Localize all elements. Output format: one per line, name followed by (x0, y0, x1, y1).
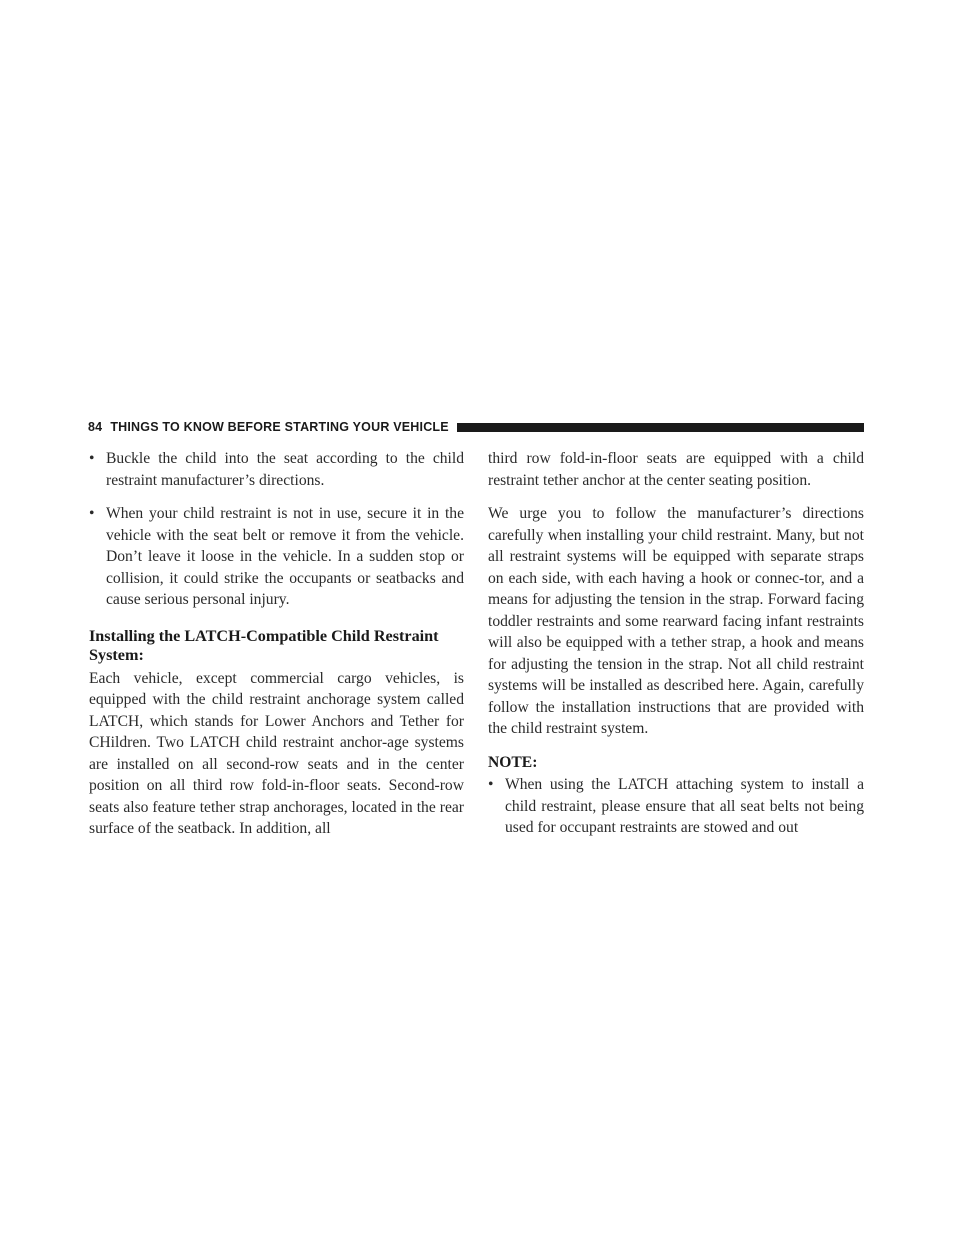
list-item-text: When using the LATCH attaching system to install a child restraint, please ensure that all seat belts not being used for occupant restraints are stowed and out (505, 776, 864, 836)
list-item (89, 503, 464, 611)
body-paragraph: We urge you to follow the manufacturer’s directions carefully when installing your child restraint. Many, but not all restraint systems will be equipped with separate straps on each side, with each having a hook or connec-tor, and a means for adjusting the tension in the strap. Forward facing toddler restraints and some rearward facing infant restraints will also be equipped with a tether strap, a hook and means for adjusting the tension in the strap. Not all child restraint systems will be installed as described here. Again, carefully follow the installation instructions that are provided with the child restraint system. (488, 505, 864, 737)
list-item (488, 774, 864, 839)
bullet-icon: • (488, 776, 494, 793)
bullet-icon: • (89, 450, 95, 467)
list-item-text: Buckle the child into the seat according to the child restraint manufacturer’s directions. (106, 450, 464, 489)
header-rule (457, 423, 864, 432)
right-column (488, 448, 864, 851)
body-paragraph: Each vehicle, except commercial cargo vehicles, is equipped with the child restraint anchorage system called LATCH, which stands for Lower Anchors and Tether for CHildren. Two LATCH child restraint anchor-age systems are installed on all second-row seats and in the center position on all third row fold-in-floor seats. Second-row seats also feature tether strap anchorages, located in the rear surface of the seatback. In addition, all (89, 669, 464, 837)
section-title: THINGS TO KNOW BEFORE STARTING YOUR VEHICLE (110, 420, 449, 434)
page-number: 84 (88, 420, 103, 434)
continued-paragraph: third row fold-in-floor seats are equipped with a child restraint tether anchor at the center seating position. (488, 450, 864, 489)
left-column (89, 448, 464, 852)
list-item (89, 448, 464, 491)
section-heading: Installing the LATCH-Compatible Child Restraint System: (89, 626, 439, 664)
list-item-text: When your child restraint is not in use, secure it in the vehicle with the seat belt or remove it from the vehicle. Don’t leave it loose in the vehicle. In a sudden stop or collision, it could strike the occupants or seatbacks and cause serious personal injury. (106, 505, 464, 608)
bullet-icon: • (89, 505, 95, 522)
page-header (88, 416, 864, 438)
note-label: NOTE: (488, 753, 538, 771)
